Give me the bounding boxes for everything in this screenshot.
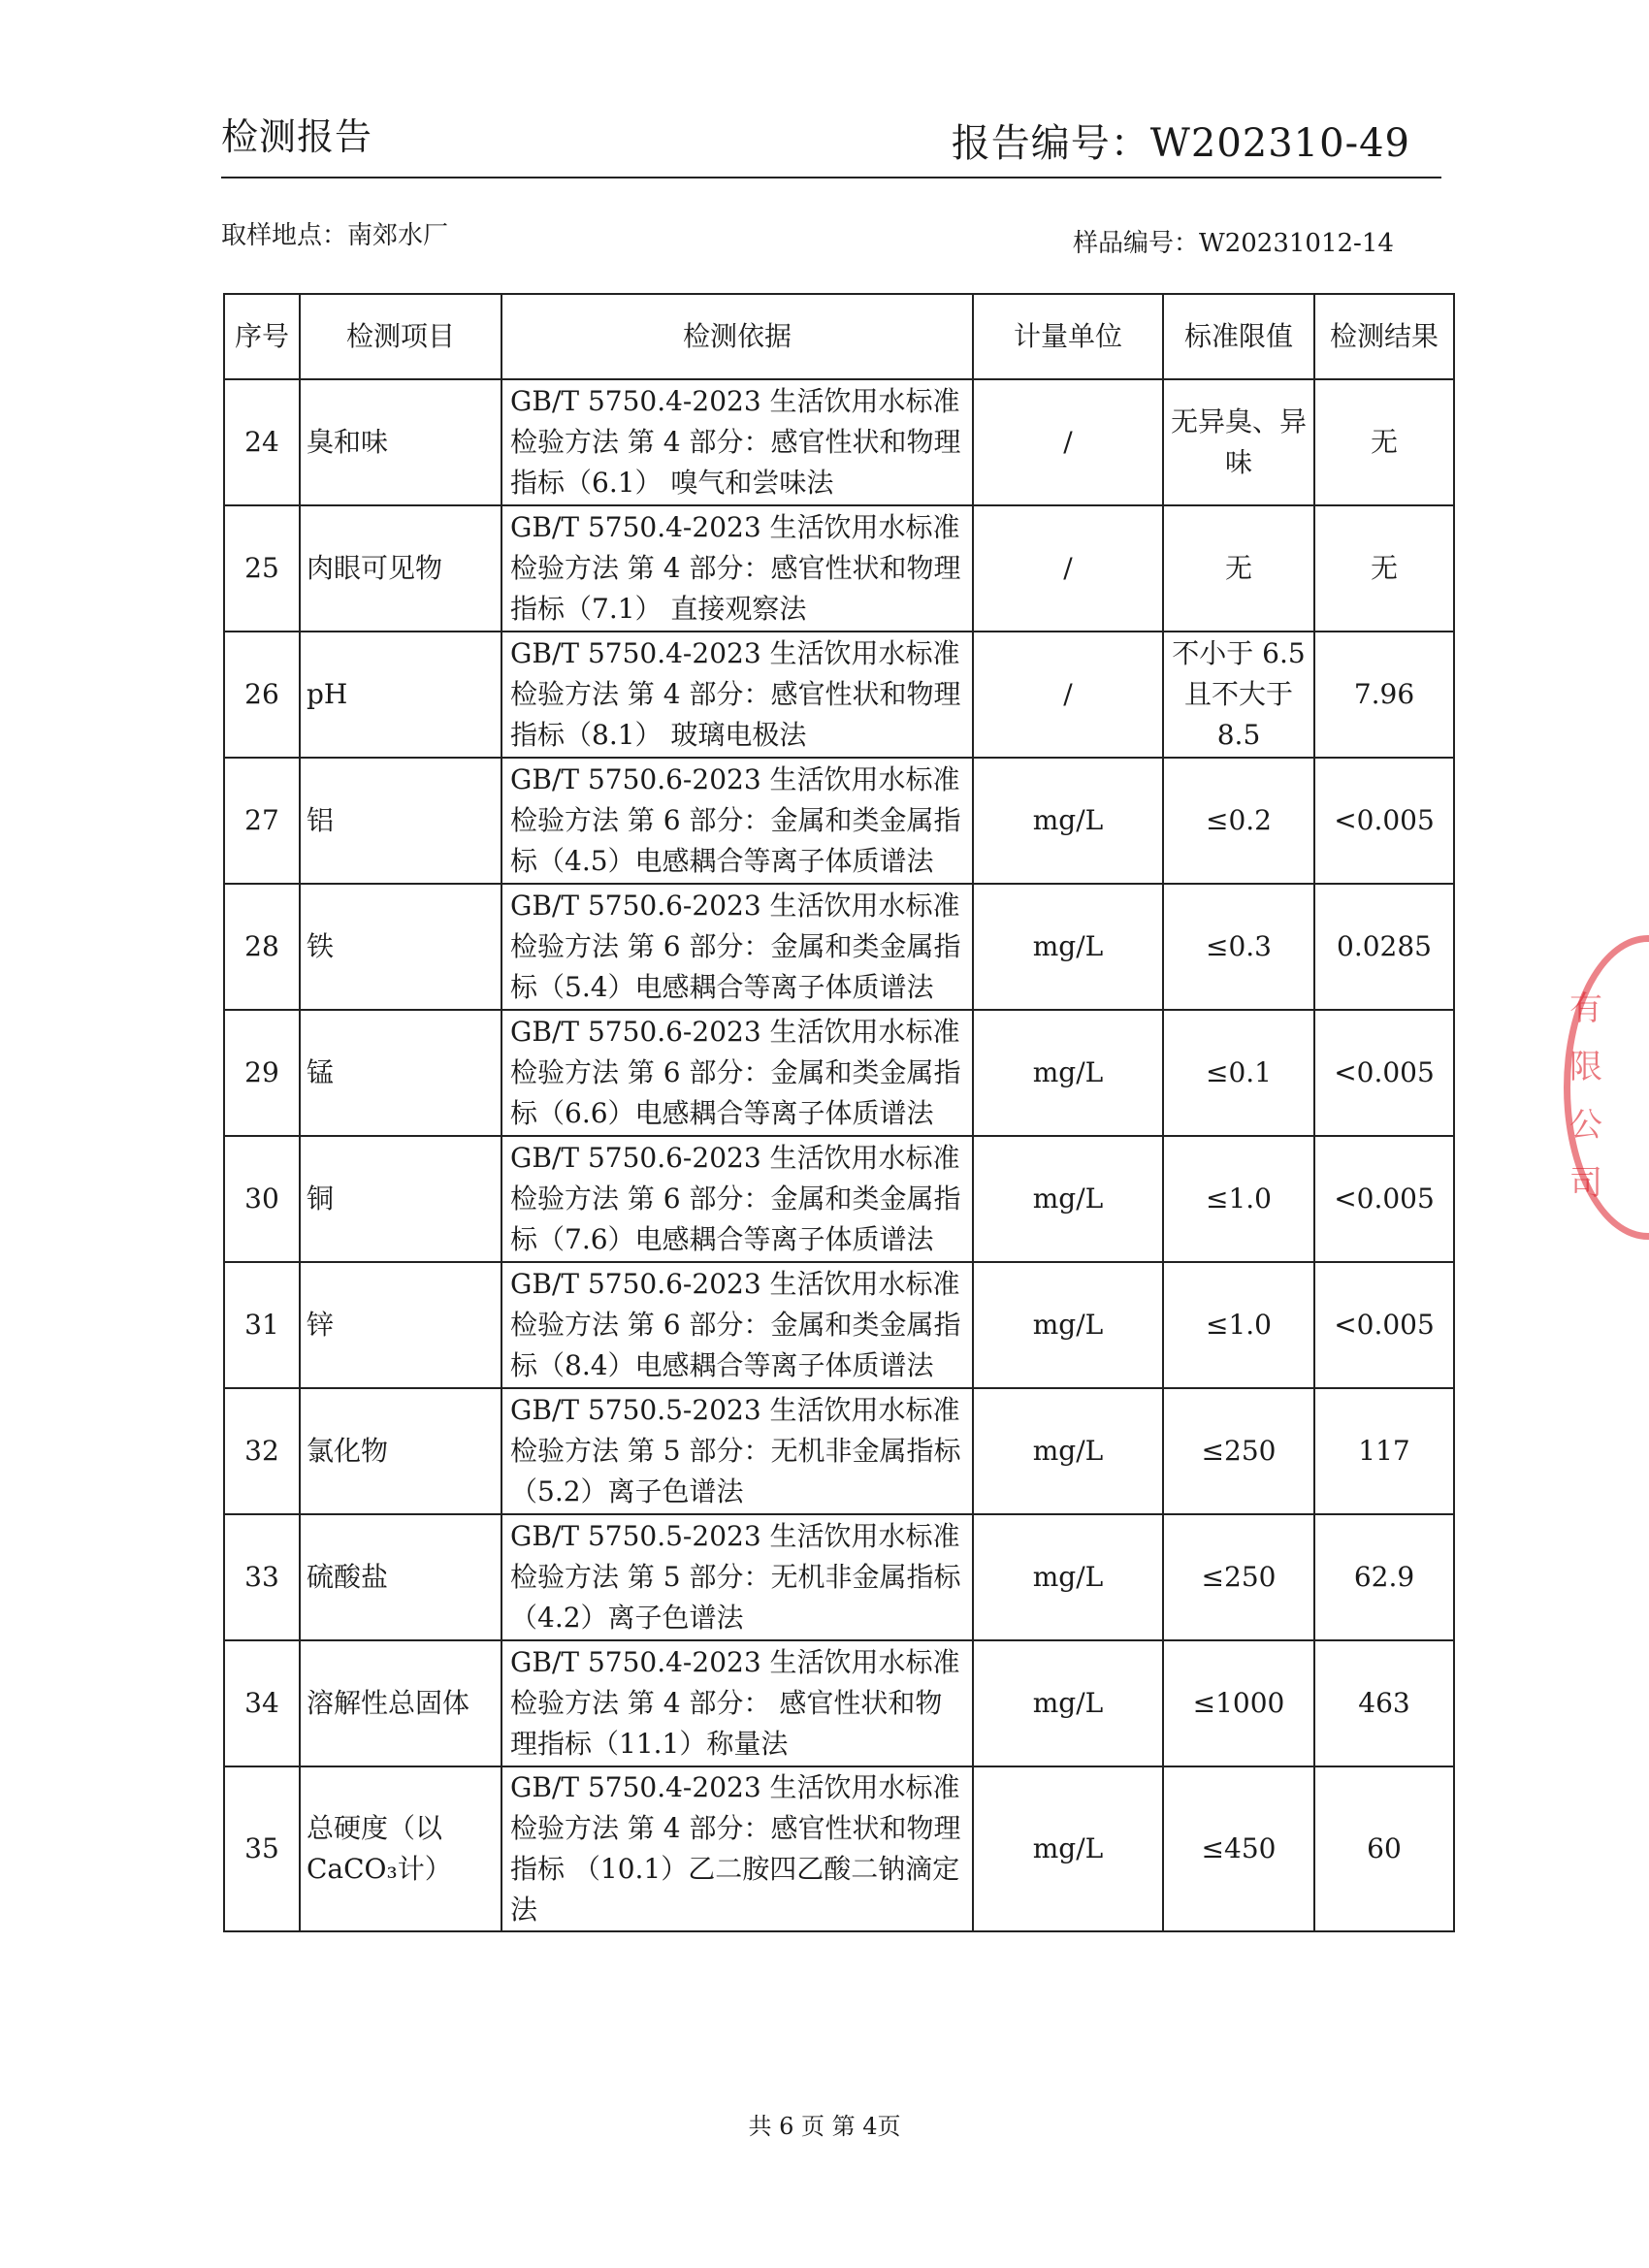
cell-item: 肉眼可见物 bbox=[300, 505, 501, 632]
sample-number: 样品编号：W20231012-14 bbox=[1073, 229, 1394, 258]
cell-basis: GB/T 5750.6-2023 生活饮用水标准检验方法 第 6 部分：金属和类金属指标（7.6）电感耦合等离子体质谱法 bbox=[501, 1136, 973, 1262]
report-header bbox=[221, 103, 1441, 178]
cell-result: 7.96 bbox=[1314, 632, 1454, 758]
cell-item: 溶解性总固体 bbox=[300, 1640, 501, 1766]
report-title: 检测报告 bbox=[221, 115, 373, 158]
cell-unit: mg/L bbox=[973, 884, 1163, 1010]
cell-item: 铁 bbox=[300, 884, 501, 1010]
table-row bbox=[224, 758, 1454, 884]
cell-limit: ≤250 bbox=[1163, 1388, 1314, 1514]
cell-basis: GB/T 5750.4-2023 生活饮用水标准检验方法 第 4 部分： 感官性状和物理指标（11.1）称量法 bbox=[501, 1640, 973, 1766]
header-basis: 检测依据 bbox=[501, 294, 973, 379]
cell-result: 62.9 bbox=[1314, 1514, 1454, 1640]
results-table bbox=[223, 293, 1455, 1932]
cell-unit: mg/L bbox=[973, 1514, 1163, 1640]
cell-unit: mg/L bbox=[973, 1010, 1163, 1136]
cell-limit: ≤0.1 bbox=[1163, 1010, 1314, 1136]
table-row bbox=[224, 505, 1454, 632]
cell-no: 29 bbox=[224, 1010, 300, 1136]
cell-item: 总硬度（以CaCO₃计） bbox=[300, 1766, 501, 1931]
cell-basis: GB/T 5750.5-2023 生活饮用水标准检验方法 第 5 部分：无机非金属指标（5.2）离子色谱法 bbox=[501, 1388, 973, 1514]
cell-result: <0.005 bbox=[1314, 1262, 1454, 1388]
cell-result: 无 bbox=[1314, 505, 1454, 632]
cell-result: <0.005 bbox=[1314, 1136, 1454, 1262]
cell-item: pH bbox=[300, 632, 501, 758]
cell-basis: GB/T 5750.6-2023 生活饮用水标准检验方法 第 6 部分：金属和类金属指标（8.4）电感耦合等离子体质谱法 bbox=[501, 1262, 973, 1388]
cell-item: 铜 bbox=[300, 1136, 501, 1262]
table-row bbox=[224, 1766, 1454, 1931]
cell-limit: 无 bbox=[1163, 505, 1314, 632]
cell-result: 无 bbox=[1314, 379, 1454, 505]
cell-unit: mg/L bbox=[973, 1262, 1163, 1388]
header-no: 序号 bbox=[224, 294, 300, 379]
cell-unit: / bbox=[973, 632, 1163, 758]
header-unit: 计量单位 bbox=[973, 294, 1163, 379]
cell-result: <0.005 bbox=[1314, 758, 1454, 884]
page-number: 共 6 页 第 4页 bbox=[748, 2113, 901, 2140]
cell-basis: GB/T 5750.4-2023 生活饮用水标准检验方法 第 4 部分：感官性状和物理指标（6.1） 嗅气和尝味法 bbox=[501, 379, 973, 505]
table-row bbox=[224, 379, 1454, 505]
cell-no: 34 bbox=[224, 1640, 300, 1766]
cell-limit: ≤0.2 bbox=[1163, 758, 1314, 884]
cell-no: 26 bbox=[224, 632, 300, 758]
table-row bbox=[224, 1388, 1454, 1514]
cell-result: 463 bbox=[1314, 1640, 1454, 1766]
cell-limit: ≤450 bbox=[1163, 1766, 1314, 1931]
cell-no: 25 bbox=[224, 505, 300, 632]
cell-limit: ≤1.0 bbox=[1163, 1136, 1314, 1262]
cell-item: 氯化物 bbox=[300, 1388, 501, 1514]
cell-basis: GB/T 5750.4-2023 生活饮用水标准检验方法 第 4 部分：感官性状和物理指标 （10.1）乙二胺四乙酸二钠滴定法 bbox=[501, 1766, 973, 1931]
cell-unit: mg/L bbox=[973, 1766, 1163, 1931]
header-item: 检测项目 bbox=[300, 294, 501, 379]
header-limit: 标准限值 bbox=[1163, 294, 1314, 379]
cell-result: 0.0285 bbox=[1314, 884, 1454, 1010]
cell-unit: mg/L bbox=[973, 1136, 1163, 1262]
cell-unit: mg/L bbox=[973, 1388, 1163, 1514]
cell-item: 硫酸盐 bbox=[300, 1514, 501, 1640]
cell-no: 35 bbox=[224, 1766, 300, 1931]
table-row bbox=[224, 1514, 1454, 1640]
cell-limit: ≤250 bbox=[1163, 1514, 1314, 1640]
cell-unit: / bbox=[973, 505, 1163, 632]
cell-unit: mg/L bbox=[973, 1640, 1163, 1766]
cell-item: 锰 bbox=[300, 1010, 501, 1136]
cell-basis: GB/T 5750.5-2023 生活饮用水标准检验方法 第 5 部分：无机非金属指标（4.2）离子色谱法 bbox=[501, 1514, 973, 1640]
table-row bbox=[224, 632, 1454, 758]
cell-limit: ≤0.3 bbox=[1163, 884, 1314, 1010]
cell-no: 31 bbox=[224, 1262, 300, 1388]
cell-no: 27 bbox=[224, 758, 300, 884]
cell-limit: ≤1000 bbox=[1163, 1640, 1314, 1766]
cell-basis: GB/T 5750.6-2023 生活饮用水标准检验方法 第 6 部分：金属和类金属指标（5.4）电感耦合等离子体质谱法 bbox=[501, 884, 973, 1010]
cell-result: 60 bbox=[1314, 1766, 1454, 1931]
cell-no: 28 bbox=[224, 884, 300, 1010]
cell-unit: mg/L bbox=[973, 758, 1163, 884]
cell-no: 32 bbox=[224, 1388, 300, 1514]
cell-no: 33 bbox=[224, 1514, 300, 1640]
seal-text: 有限公司 bbox=[1569, 989, 1602, 1203]
cell-no: 24 bbox=[224, 379, 300, 505]
cell-basis: GB/T 5750.4-2023 生活饮用水标准检验方法 第 4 部分：感官性状和物理指标（7.1） 直接观察法 bbox=[501, 505, 973, 632]
cell-basis: GB/T 5750.6-2023 生活饮用水标准检验方法 第 6 部分：金属和类金属指标（4.5）电感耦合等离子体质谱法 bbox=[501, 758, 973, 884]
table-row bbox=[224, 1010, 1454, 1136]
cell-unit: / bbox=[973, 379, 1163, 505]
table-header-row bbox=[224, 294, 1454, 379]
sampling-site: 取样地点：南郊水厂 bbox=[221, 221, 449, 250]
cell-limit: 无异臭、异味 bbox=[1163, 379, 1314, 505]
cell-item: 铝 bbox=[300, 758, 501, 884]
table-row bbox=[224, 1640, 1454, 1766]
cell-no: 30 bbox=[224, 1136, 300, 1262]
header-result: 检测结果 bbox=[1314, 294, 1454, 379]
cell-basis: GB/T 5750.4-2023 生活饮用水标准检验方法 第 4 部分：感官性状和物理指标（8.1） 玻璃电极法 bbox=[501, 632, 973, 758]
cell-result: 117 bbox=[1314, 1388, 1454, 1514]
table-row bbox=[224, 1262, 1454, 1388]
table-row bbox=[224, 1136, 1454, 1262]
cell-limit: 不小于 6.5 且不大于 8.5 bbox=[1163, 632, 1314, 758]
table-row bbox=[224, 884, 1454, 1010]
cell-limit: ≤1.0 bbox=[1163, 1262, 1314, 1388]
report-number: 报告编号：W202310-49 bbox=[951, 121, 1410, 166]
cell-result: <0.005 bbox=[1314, 1010, 1454, 1136]
cell-item: 锌 bbox=[300, 1262, 501, 1388]
cell-item: 臭和味 bbox=[300, 379, 501, 505]
cell-basis: GB/T 5750.6-2023 生活饮用水标准检验方法 第 6 部分：金属和类金属指标（6.6）电感耦合等离子体质谱法 bbox=[501, 1010, 973, 1136]
